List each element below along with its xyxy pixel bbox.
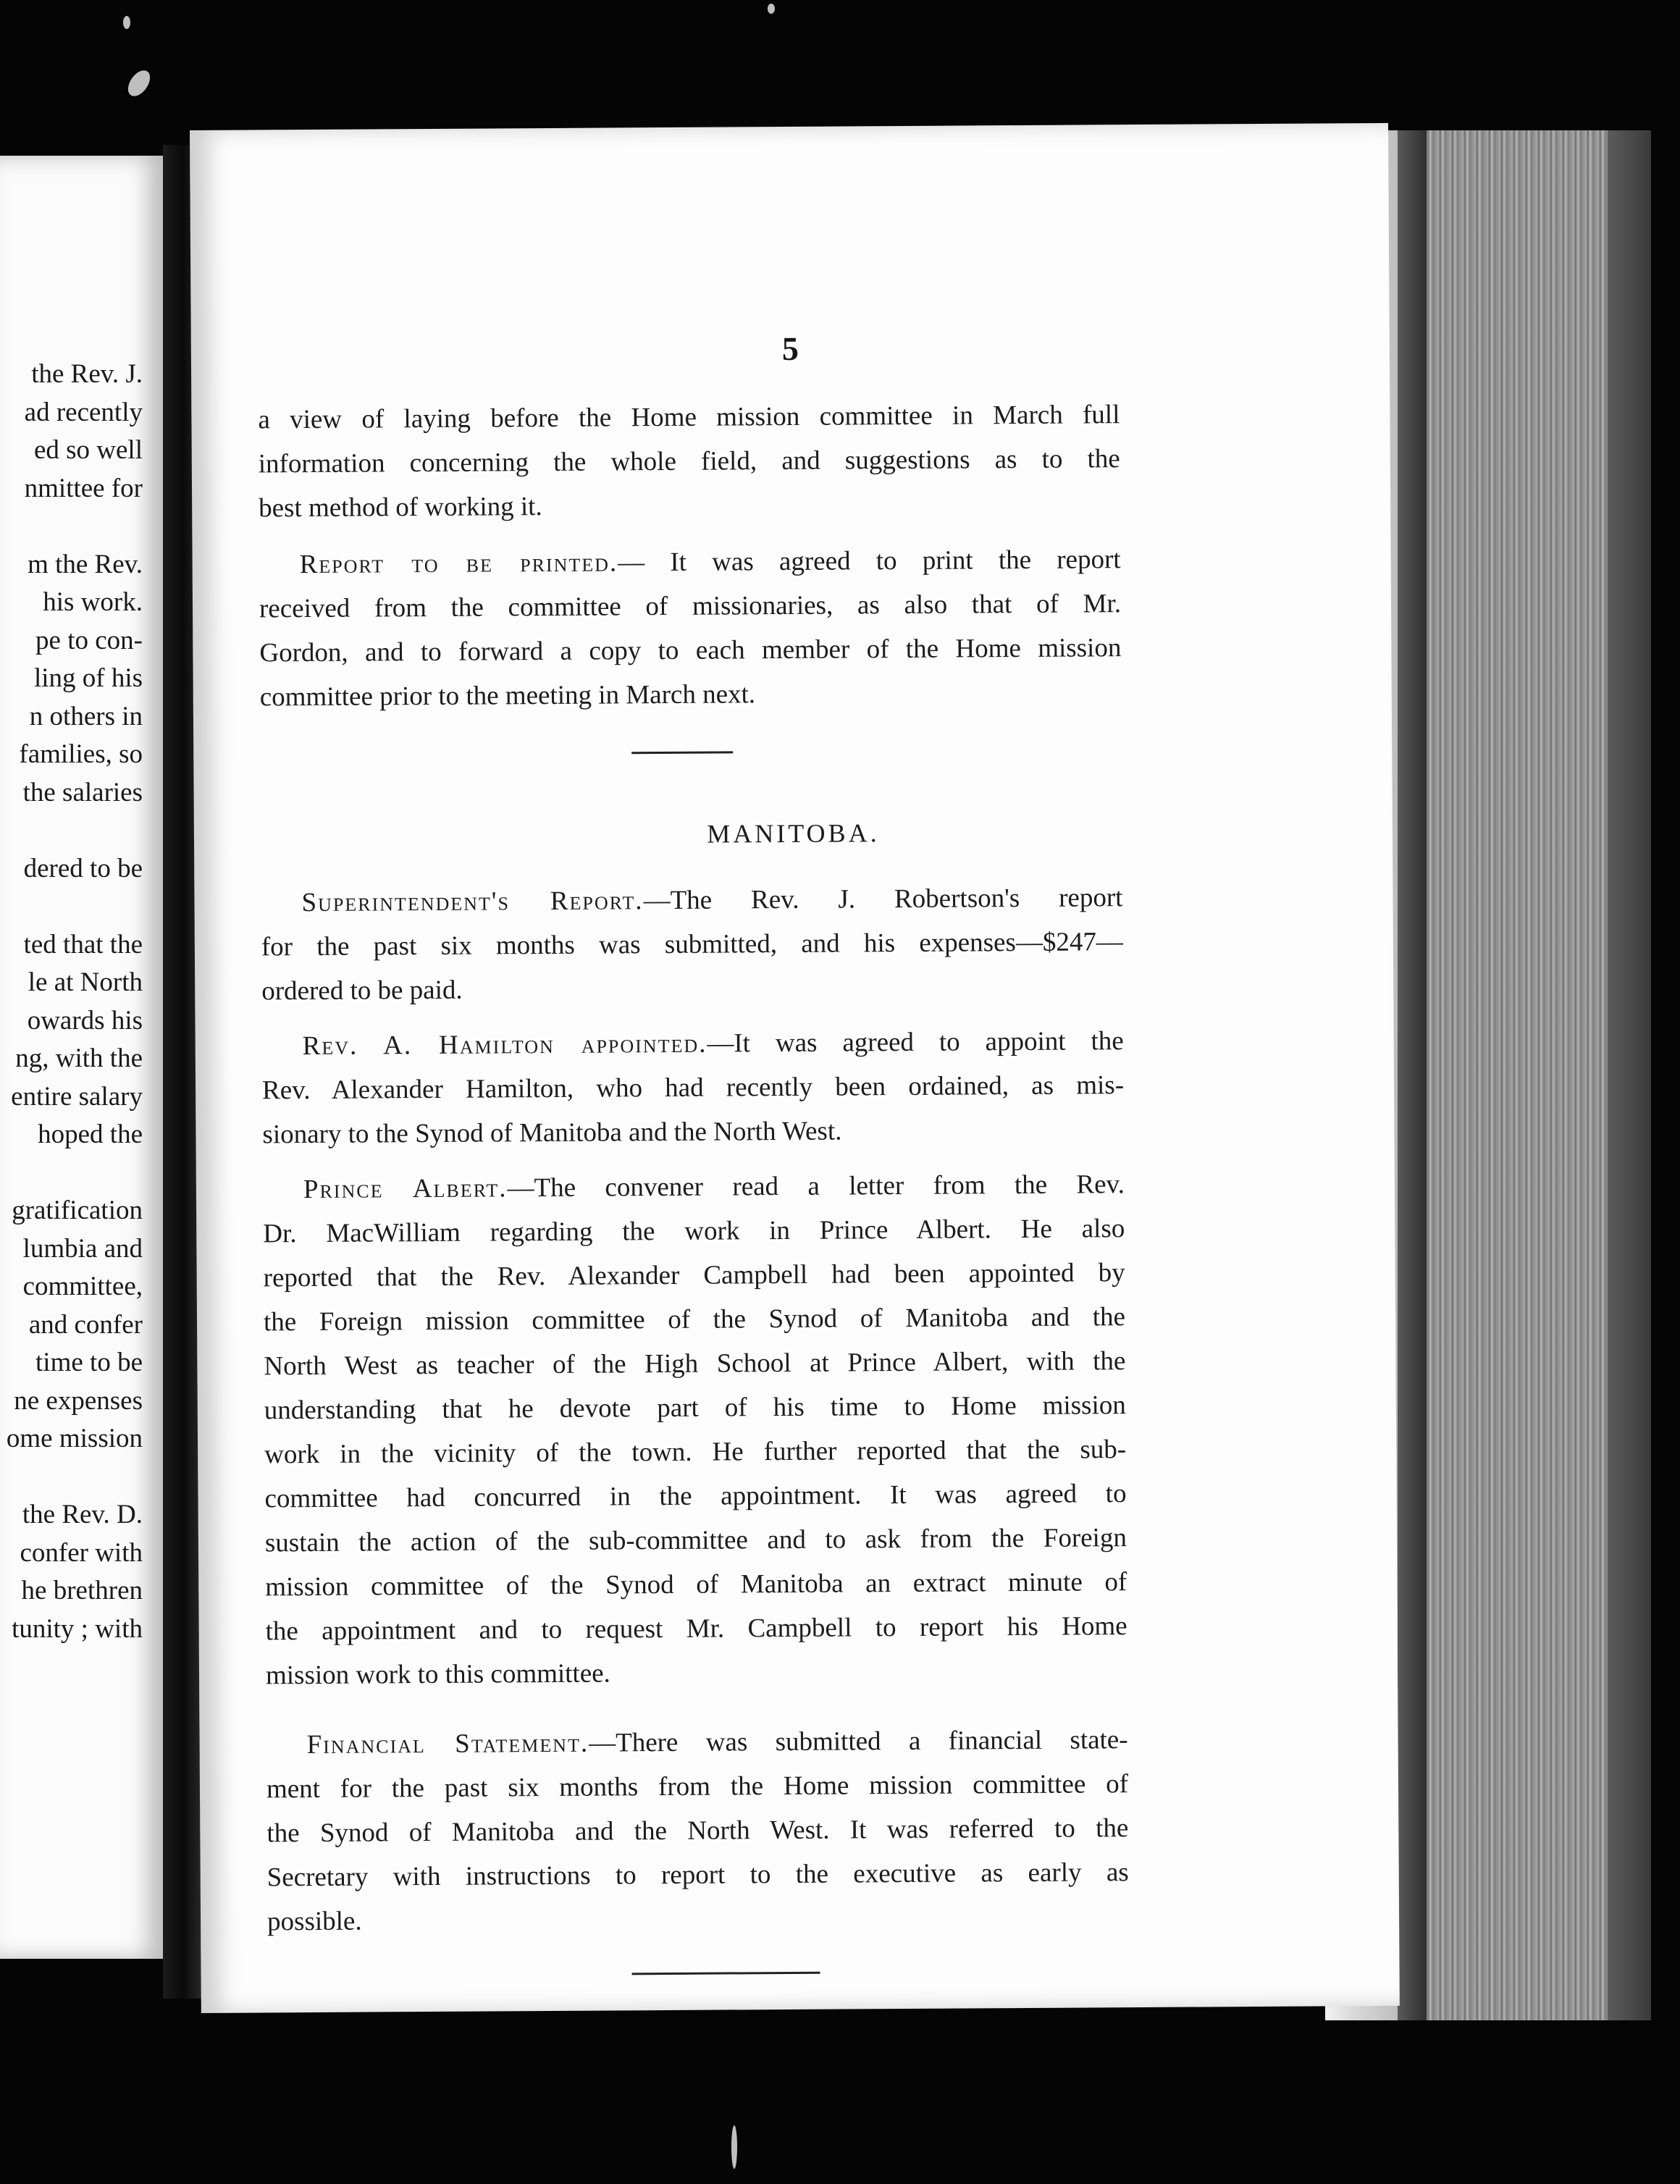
text-line: understanding that he devote part of his time to Home mission [264,1390,1126,1426]
previous-page-text-line: time to be [35,1348,143,1377]
text-line [263,1162,1125,1211]
text-run: — It was agreed to print the report [618,545,1121,578]
text-line [262,1019,1124,1068]
text-line: mission work to this committee. [265,1658,610,1691]
paragraph-heading: Prince Albert. [303,1173,508,1205]
previous-page-text-line: ad recently [24,397,143,427]
paragraph-heading: Report to be printed. [299,547,618,580]
text-line: sionary to the Synod of Manitoba and the North West. [262,1116,842,1150]
text-line: reported that the Rev. Alexander Campbell had been appointed by [263,1258,1125,1293]
text-line: committee had concurred in the appointment. It was agreed to [264,1479,1127,1514]
previous-page-text-line: ome mission [6,1424,143,1453]
text-run: —There was submitted a financial state- [589,1725,1128,1758]
text-line: the appointment and to request Mr. Campbell to report his Home [265,1611,1127,1647]
previous-page-text-line: gratification [12,1196,143,1225]
text-line: mission committee of the Synod of Manitoba an extract minute of [265,1567,1127,1603]
text-line: received from the committee of missionaries, as also that of Mr. [259,589,1122,624]
text-run: —It was agreed to appoint the [707,1026,1124,1059]
previous-page-text-line: his work. [43,587,143,617]
previous-page-text-line: tunity ; with [12,1613,143,1644]
prince-albert-paragraph [263,1162,1127,1697]
previous-page-text-line: ed so well [33,435,143,465]
previous-page-text-line: confer with [20,1537,143,1568]
previous-page-text-line: dered to be [23,853,143,883]
previous-page-text-line: hoped the [38,1120,143,1149]
text-line: ordered to be paid. [261,975,463,1007]
financial-statement-paragraph [266,1718,1129,1944]
text-line: best method of working it. [259,492,542,524]
previous-page-text-line: ne expenses [14,1385,143,1416]
previous-page-text-line: the Rev. D. [22,1500,143,1529]
section-divider [632,1972,820,1975]
previous-page-text-line: the salaries [22,777,143,807]
text-line: for the past six months was submitted, and his expenses—$247— [261,927,1123,962]
section-title: MANITOBA. [707,818,880,849]
scan-speck [124,67,155,101]
previous-page-text-line: owards his [27,1005,143,1036]
text-line: Dr. MacWilliam regarding the work in Prince Albert. He also [263,1214,1125,1249]
text-line: work in the vicinity of the town. He further reported that the sub- [264,1435,1127,1470]
intro-paragraph [258,392,1120,530]
previous-page-text-line: committee, [22,1272,143,1301]
text-run: —The convener read a letter from the Rev. [507,1169,1125,1204]
previous-page-text-line: entire salary [11,1081,143,1112]
previous-page-text-line: m the Rev. [28,549,143,579]
page-number: 5 [781,329,799,368]
text-line: Secretary with instructions to report to the executive as early as [266,1857,1129,1893]
section-divider [631,751,733,754]
previous-page-text-line: he brethren [21,1576,143,1605]
scan-speck [123,16,130,29]
book-page [190,123,1400,2013]
previous-page-text-line: ng, with the [15,1043,143,1073]
previous-page-text-line: ling of his [33,663,143,693]
text-line: ment for the past six months from the Home mission committee of [266,1769,1129,1805]
previous-page-fragment [0,156,163,1959]
superintendents-report-paragraph [261,875,1123,1013]
previous-page-text-line: le at North [28,967,143,997]
scan-speck [731,2125,737,2169]
previous-page-text-line: lumbia and [22,1233,143,1264]
text-line [259,537,1120,587]
previous-page-text-line: pe to con- [35,625,143,655]
previous-page-text-line: ted that the [23,929,143,959]
text-line: the Foreign mission committee of the Synod of Manitoba and the [263,1302,1126,1337]
paragraph-heading: Superintendent's Report. [301,886,644,918]
text-line: the Synod of Manitoba and the North West. It was referred to the [266,1813,1129,1849]
previous-page-text-line: the Rev. J. [31,359,143,389]
paragraph-heading: Rev. A. Hamilton appointed. [302,1028,707,1062]
text-line: North West as teacher of the High School at Prince Albert, with the [264,1346,1126,1382]
text-line: possible. [266,1906,362,1937]
rev-hamilton-paragraph [262,1019,1125,1156]
report-to-be-printed-paragraph [259,537,1121,719]
paragraph-heading: Financial Statement. [306,1728,589,1760]
text-line [261,875,1122,925]
text-line: Gordon, and to forward a copy to each member of the Home mission [259,633,1122,668]
text-line: a view of laying before the Home mission committee in March full [258,400,1120,435]
previous-page-text-line: families, so [19,739,143,769]
scan-speck [768,4,775,14]
text-line: information concerning the whole field, and suggestions as to the [258,444,1120,479]
previous-page-text-line: and confer [28,1309,143,1340]
text-line: sustain the action of the sub-committee and to ask from the Foreign [264,1523,1127,1558]
previous-page-text-line: n others in [29,701,143,731]
text-run: —The Rev. J. Robertson's report [643,883,1123,916]
previous-page-text-line: nmittee for [24,473,143,503]
text-line: committee prior to the meeting in March next. [259,679,756,713]
text-line: Rev. Alexander Hamilton, who had recently been ordained, as mis- [261,1070,1125,1106]
text-line [266,1718,1127,1767]
